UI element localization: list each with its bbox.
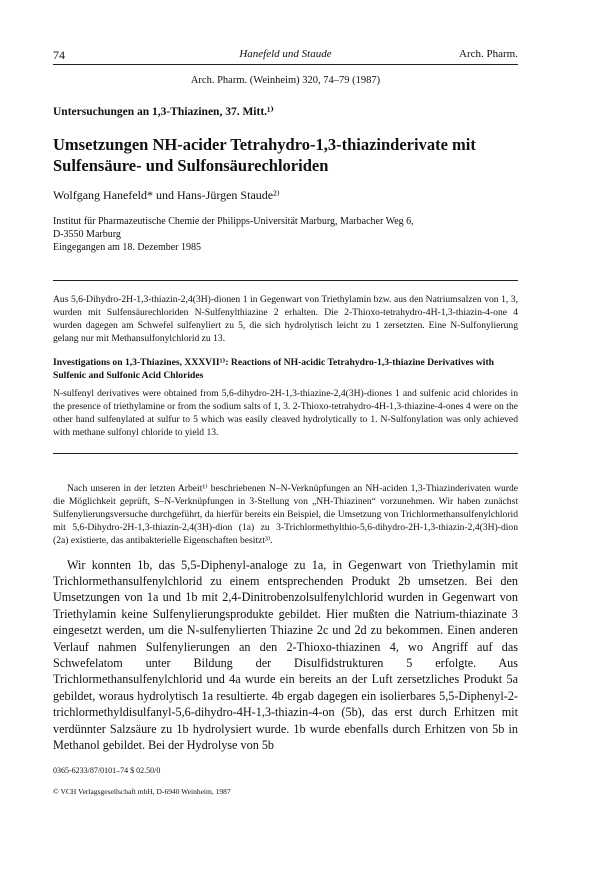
footer-code: 0365-6233/87/0101–74 $ 02.50/0 <box>53 765 161 775</box>
main-paragraph: Wir konnten 1b, das 5,5-Diphenyl-analoge zu 1a, in Gegenwart von Triethylamin mit Trichlormethansulfenylchlorid zu einem entsprechenden Produkt 2b umsetzen. Bei den Umsetzungen von 1a und 1b mit 2,4-Dinitrobenzolsulfenylchlorid wurden in Gegenwart von Triethylamin keine Sulfenylierungsprodukte gebildet. Hier mußten die Natrium-thiazinate 3 eingesetzt werden, um die N-sulfenylierten Thiazine 2c und 2d zu bekommen. Einen anderen Verlauf nahmen Sulfenylierungen an den 2-Thioxo-thiazinen 4, wo Angriff auf das Schwefelatom unter Bildung der Disulfidstrukturen 5 erfolgte. Aus Trichlormethansulfenylchlorid und 4a wurde ein bereits an der Luft zersetzliches Produkt 5a gebildet, woraus hydrolytisch 1a resultierte. 4b ergab dagegen ein isolierbares 5,5-Diphenyl-2-trichlormethyldisulfanyl-5,6-dihydro-4H-1,3-thiazin-4-on (5b), das erst durch Erhitzen mit verdünnter Salzsäure zu 1b hydrolysiert wurde. 1b wurde ebenfalls durch Erhitzen von 5b in Methanol gebildet. Bei der Hydrolyse von 5b <box>53 557 518 753</box>
journal-short: Arch. Pharm. <box>459 48 518 60</box>
abstract-english: N-sulfenyl derivatives were obtained from 5,6-dihydro-2H-1,3-thiazine-2,4(3H)-diones 1 and sulfenic acid chlorides in the presence of triethylamine or from the sodium salts of 1, 3. 2-Thioxo-tetrahydro-4H-1,3-thiazine-4-ones 4 were on the other hand sulfenylated at sulfur to 5 which was easily cleaved hydrolytically to 1. N-Sulfonylation was only achieved with methane sulfonyl chloride to yield 13. <box>53 388 518 438</box>
article-title: Umsetzungen NH-acider Tetrahydro-1,3-thiazinderivate mit Sulfensäure- und Sulfonsäurechloriden <box>53 135 476 175</box>
english-title: Investigations on 1,3-Thiazines, XXXVII¹⁾: Reactions of NH-acidic Tetrahydro-1,3-thiazine Derivatives with Sulfenic and Sulfonic Acid Chlorides <box>53 357 494 381</box>
abstract-german: Aus 5,6-Dihydro-2H-1,3-thiazin-2,4(3H)-dionen 1 in Gegenwart von Triethylamin bzw. aus den Natriumsalzen von 1, 3, wurden mit Sulfensäurechloriden N-Sulfenylthiazine 2 erhalten. Die 2-Thioxo-tetrahydro-4H-1,3-thiazin-4-one 4 wurden dagegen am Schwefel sulfenyliert zu 5, die sich hydrolytisch leicht zu 1 zersetzten. Eine N-Sulfonylierung gelang nur mit Methansulfonylchlorid zu 13. <box>53 294 518 344</box>
running-header <box>53 48 518 64</box>
header-rule <box>53 64 518 65</box>
received-date: Eingegangen am 18. Dezember 1985 <box>53 242 202 253</box>
abstract-block <box>53 280 518 439</box>
intro-paragraph: Nach unseren in der letzten Arbeit¹⁾ beschriebenen N–N-Verknüpfungen an NH-aciden 1,3-Thiazinderivaten wurde die Möglichkeit geprüft, S–N-Verknüpfungen in 3-Stellung von „NH-Thiazinen“ vorzunehmen. Wir haben zunächst Sulfenylierungsversuche durchgeführt, da hierfür bereits ein Beispiel, die Umsetzung von Trichlormethansulfenylchlorid mit 5,6-Dihydro-2H-1,3-thiazin-2,4(3H)-dion (1a) zu 3-Trichlormethylthio-5,6-dihydro-2H-1,3-thiazin-2,4(3H)-dion (2a) existierte, das antibakterielle Eigenschaften besitzt³⁾. <box>53 483 518 546</box>
affiliation-institute: Institut für Pharmazeutische Chemie der Philipps-Universität Marburg, Marbacher Weg 6, <box>53 216 414 227</box>
abstract-end-rule <box>53 453 518 454</box>
running-title: Hanefeld und Staude <box>239 48 332 60</box>
page-number: 74 <box>53 48 65 62</box>
footer-copyright: © VCH Verlagsgesellschaft mbH, D-6940 Weinheim, 1987 <box>53 786 231 796</box>
affiliation-city: D-3550 Marburg <box>53 229 121 240</box>
series-title: Untersuchungen an 1,3-Thiazinen, 37. Mitt.¹⁾ <box>53 106 274 118</box>
affiliation <box>53 215 518 254</box>
journal-page <box>53 48 518 796</box>
authors: Wolfgang Hanefeld* und Hans-Jürgen Staude²⁾ <box>53 188 280 202</box>
citation: Arch. Pharm. (Weinheim) 320, 74–79 (1987) <box>190 75 381 86</box>
